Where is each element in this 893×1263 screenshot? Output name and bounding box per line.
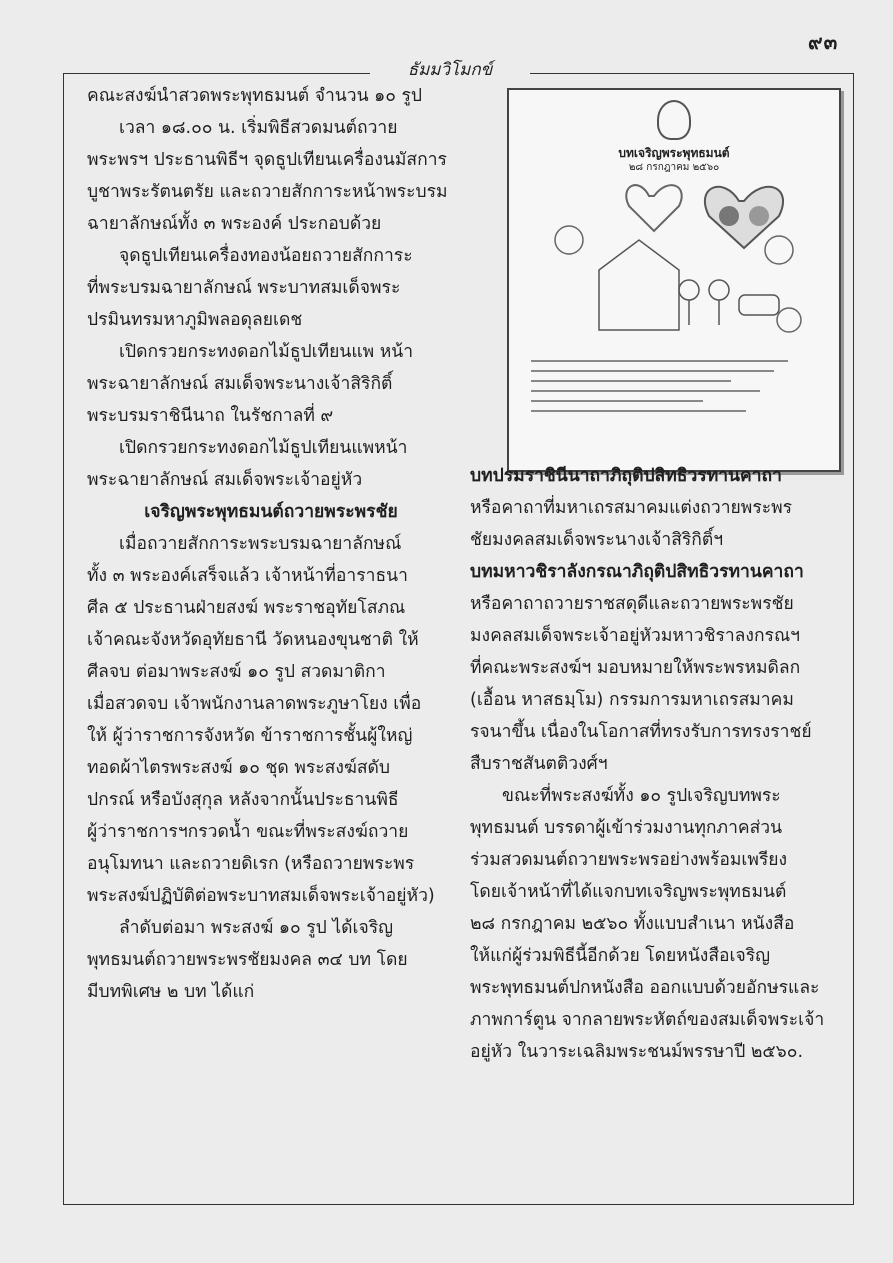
text-line: ขณะที่พระสงฆ์ทั้ง ๑๐ รูปเจริญบทพระ bbox=[502, 786, 781, 806]
text-line: ให้ ผู้ว่าราชการจังหวัด ข้าราชการชั้นผู้ใหญ่ bbox=[87, 726, 413, 746]
text-line: ให้แก่ผู้ร่วมพิธีนี้อีกด้วย โดยหนังสือเจริญ bbox=[470, 946, 771, 966]
text-line: ทอดผ้าไตรพระสงฆ์ ๑๐ ชุด พระสงฆ์สดับ bbox=[87, 758, 391, 778]
text-line: เมื่อถวายสักการะพระบรมฉายาลักษณ์ bbox=[119, 534, 402, 554]
text-line: สืบราชสันตติวงศ์ฯ bbox=[470, 754, 608, 774]
text-line: มงคลสมเด็จพระเจ้าอยู่หัวมหาวชิราลงกรณฯ bbox=[470, 626, 801, 646]
text-line: ฉายาลักษณ์ทั้ง ๓ พระองค์ ประกอบด้วย bbox=[87, 214, 382, 234]
text-line: บทมหาวชิราลังกรณาภิถุติปสิทธิวรทานคาถา bbox=[470, 562, 804, 582]
text-line: หรือคาถาที่มหาเถรสมาคมแต่งถวายพระพร bbox=[470, 498, 793, 518]
card-text-lines bbox=[531, 352, 817, 420]
card-date: ๒๘ กรกฎาคม ๒๕๖๐ bbox=[628, 162, 720, 173]
text-line: เวลา ๑๘.๐๐ น. เริ่มพิธีสวดมนต์ถวาย bbox=[119, 118, 398, 138]
text-line: ภาพการ์ตูน จากลายพระหัตถ์ของสมเด็จพระเจ้า bbox=[470, 1010, 825, 1030]
text-line: รจนาขึ้น เนื่องในโอกาสที่ทรงรับการทรงราชย์ bbox=[470, 722, 812, 742]
text-line: ผู้ว่าราชการฯกรวดน้ำ ขณะที่พระสงฆ์ถวาย bbox=[87, 822, 409, 842]
text-line: เปิดกรวยกระทงดอกไม้ธูปเทียนแพ หน้า bbox=[119, 342, 414, 362]
text-line: ปรมินทรมหาภูมิพลอดุลยเดช bbox=[87, 310, 303, 330]
text-line: อยู่หัว ในวาระเฉลิมพระชนม์พรรษาปี ๒๕๖๐. bbox=[470, 1042, 804, 1062]
text-line: พระสงฆ์ปฏิบัติต่อพระบาทสมเด็จพระเจ้าอยู่หัว) bbox=[87, 886, 435, 906]
text-line: พระพรฯ ประธานพิธีฯ จุดธูปเทียนเครื่องนมัสการ bbox=[87, 150, 447, 170]
text-line: ศีล ๕ ประธานฝ่ายสงฆ์ พระราชอุทัยโสภณ bbox=[87, 598, 406, 618]
text-line: ร่วมสวดมนต์ถวายพระพรอย่างพร้อมเพรียง bbox=[470, 850, 788, 870]
text-line: โดยเจ้าหน้าที่ได้แจกบทเจริญพระพุทธมนต์ bbox=[470, 882, 787, 902]
text-line: บทปรมราชินีนาถาภิถุติปสิทธิวรทานคาถา bbox=[470, 466, 782, 486]
text-line: พระฉายาลักษณ์ สมเด็จพระนางเจ้าสิริกิติ์ bbox=[87, 374, 393, 394]
text-line: จุดธูปเทียนเครื่องทองน้อยถวายสักการะ bbox=[119, 246, 413, 266]
text-line: พระพุทธมนต์ปกหนังสือ ออกแบบด้วยอักษรและ bbox=[470, 978, 820, 998]
royal-seal-icon bbox=[657, 100, 691, 140]
header-title: ธัมมวิโมกข์ bbox=[370, 56, 530, 83]
text-line: พระฉายาลักษณ์ สมเด็จพระเจ้าอยู่หัว bbox=[87, 470, 363, 490]
text-line: ปกรณ์ หรือบังสุกุล หลังจากนั้นประธานพิธี bbox=[87, 790, 399, 810]
text-line: คณะสงฆ์นำสวดพระพุทธมนต์ จำนวน ๑๐ รูป bbox=[87, 86, 422, 106]
text-line: ศีลจบ ต่อมาพระสงฆ์ ๑๐ รูป สวดมาติกา bbox=[87, 662, 386, 682]
text-line: เจ้าคณะจังหวัดอุทัยธานี วัดหนองขุนชาติ ให้ bbox=[87, 630, 419, 650]
card-title: บทเจริญพระพุทธมนต์ bbox=[618, 146, 730, 160]
text-line: ทั้ง ๓ พระองค์เสร็จแล้ว เจ้าหน้าที่อาราธนา bbox=[87, 566, 408, 586]
text-line: เปิดกรวยกระทงดอกไม้ธูปเทียนแพหน้า bbox=[119, 438, 408, 458]
text-line: พระบรมราชินีนาถ ในรัชกาลที่ ๙ bbox=[87, 406, 334, 426]
text-line: ที่คณะพระสงฆ์ฯ มอบหมายให้พระพรหมดิลก bbox=[470, 658, 801, 678]
left-column bbox=[87, 80, 455, 1008]
text-line: ชัยมงคลสมเด็จพระนางเจ้าสิริกิติ์ฯ bbox=[470, 530, 724, 550]
text-line: เจริญพระพุทธมนต์ถวายพระพรชัย bbox=[144, 502, 398, 522]
text-line: พุทธมนต์ถวายพระพรชัยมงคล ๓๔ บท โดย bbox=[87, 950, 408, 970]
page-number: ๙๓ bbox=[808, 30, 839, 54]
text-line: ที่พระบรมฉายาลักษณ์ พระบาทสมเด็จพระ bbox=[87, 278, 401, 298]
text-line: มีบทพิเศษ ๒ บท ได้แก่ bbox=[87, 982, 255, 1002]
text-line: หรือคาถาถวายราชสดุดีและถวายพระพรชัย bbox=[470, 594, 794, 614]
program-booklet-image bbox=[507, 88, 841, 472]
text-line: พุทธมนต์ บรรดาผู้เข้าร่วมงานทุกภาคส่วน bbox=[470, 818, 783, 838]
text-line: (เอื้อน หาสธมฺโม) กรรมการมหาเถรสมาคม bbox=[470, 690, 794, 710]
text-line: บูชาพระรัตนตรัย และถวายสักการะหน้าพระบรม bbox=[87, 182, 448, 202]
text-line: อนุโมทนา และถวายดิเรก (หรือถวายพระพร bbox=[87, 854, 415, 874]
text-line: เมื่อสวดจบ เจ้าพนักงานลาดพระภูษาโยง เพื่อ bbox=[87, 694, 422, 714]
children-drawing-icon bbox=[539, 220, 809, 340]
text-line: ลำดับต่อมา พระสงฆ์ ๑๐ รูป ได้เจริญ bbox=[119, 918, 394, 938]
right-column bbox=[470, 460, 835, 1068]
text-line: ๒๘ กรกฎาคม ๒๕๖๐ ทั้งแบบสำเนา หนังสือ bbox=[470, 914, 795, 934]
